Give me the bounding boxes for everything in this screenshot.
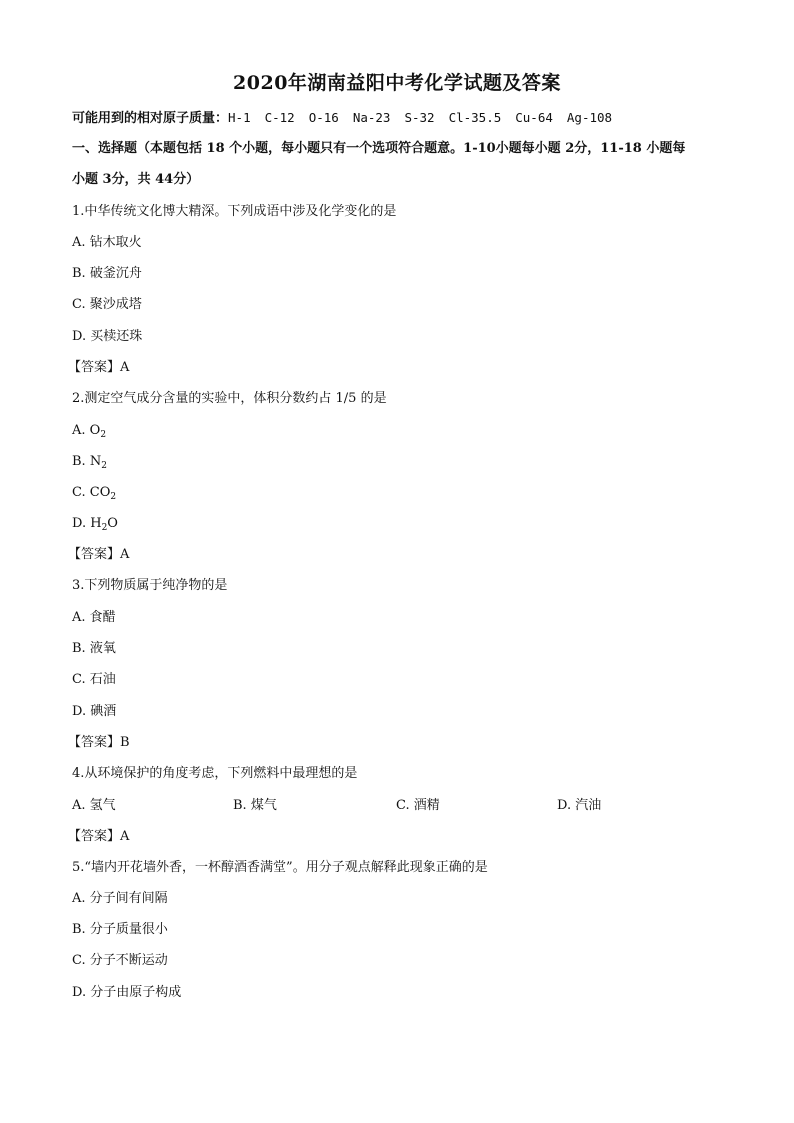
subscript: 2 xyxy=(110,492,117,502)
question-4-option-a: A. 氢气 xyxy=(72,798,116,813)
option-text: A. O xyxy=(72,423,101,438)
atomic-mass-item: H-1 xyxy=(228,110,251,125)
question-5-stem: 5.“墙内开花墙外香，一杯醇酒香满堂”。用分子观点解释此现象正确的是 xyxy=(72,860,488,875)
question-3-option-b: B. 液氧 xyxy=(72,641,116,656)
question-3-answer: 【答案】B xyxy=(68,735,130,750)
option-text: D. H xyxy=(72,516,102,531)
question-5-option-c: C. 分子不断运动 xyxy=(72,953,168,968)
question-5-option-d: D. 分子由原子构成 xyxy=(72,985,182,1000)
atomic-mass-item: Na-23 xyxy=(352,110,391,125)
question-4-option-d: D. 汽油 xyxy=(557,798,602,813)
question-1-option-d: D. 买椟还珠 xyxy=(72,329,143,344)
question-4-option-b: B. 煤气 xyxy=(233,798,277,813)
atomic-mass-item: S-32 xyxy=(404,110,435,125)
question-3-stem: 3.下列物质属于纯净物的是 xyxy=(72,578,228,593)
question-4-option-c: C. 酒精 xyxy=(396,798,440,813)
atomic-mass-item: Cu-64 xyxy=(515,110,553,125)
subscript: 2 xyxy=(101,523,108,533)
question-3-option-a: A. 食醋 xyxy=(72,610,116,625)
question-1-answer: 【答案】A xyxy=(68,360,130,375)
atomic-mass-item: O-16 xyxy=(308,110,339,125)
question-2-answer: 【答案】A xyxy=(68,547,130,562)
question-4-stem: 4.从环境保护的角度考虑，下列燃料中最理想的是 xyxy=(72,766,358,781)
atomic-masses-label: 可能用到的相对原子质量： xyxy=(72,111,229,126)
atomic-mass-item: Cl-35.5 xyxy=(448,110,502,125)
question-3-option-d: D. 碘酒 xyxy=(72,704,117,719)
question-1-option-c: C. 聚沙成塔 xyxy=(72,297,142,312)
section-heading-line2: 小题 3分，共 44分） xyxy=(72,172,200,187)
question-2-option-a xyxy=(72,421,106,441)
question-1-option-b: B. 破釜沉舟 xyxy=(72,266,142,281)
question-5-option-b: B. 分子质量很小 xyxy=(72,922,168,937)
atomic-masses-line xyxy=(72,108,626,129)
question-2-option-b xyxy=(72,452,107,472)
option-text: O xyxy=(107,516,118,531)
atomic-mass-item: C-12 xyxy=(264,110,295,125)
section-heading-line1: 一、选择题（本题包括 18 个小题，每小题只有一个选项符合题意。1-10小题每小题 2分，11-18 小题每 xyxy=(72,141,686,156)
question-2-option-c xyxy=(72,483,116,503)
page-title: 2020年湖南益阳中考化学试题及答案 xyxy=(233,72,561,94)
question-3-option-c: C. 石油 xyxy=(72,672,116,687)
atomic-mass-item: Ag-108 xyxy=(566,110,613,125)
subscript: 2 xyxy=(101,461,107,471)
question-1-stem: 1.中华传统文化博大精深。下列成语中涉及化学变化的是 xyxy=(72,204,397,219)
option-text: B. N xyxy=(72,454,102,469)
question-2-stem: 2.测定空气成分含量的实验中，体积分数约占 1/5 的是 xyxy=(72,391,387,406)
question-1-option-a: A. 钻木取火 xyxy=(72,235,142,250)
option-text: C. CO xyxy=(72,485,111,500)
question-2-option-d xyxy=(72,514,118,534)
subscript: 2 xyxy=(100,430,107,440)
question-5-option-a: A. 分子间有间隔 xyxy=(72,891,168,906)
question-4-answer: 【答案】A xyxy=(68,829,130,844)
